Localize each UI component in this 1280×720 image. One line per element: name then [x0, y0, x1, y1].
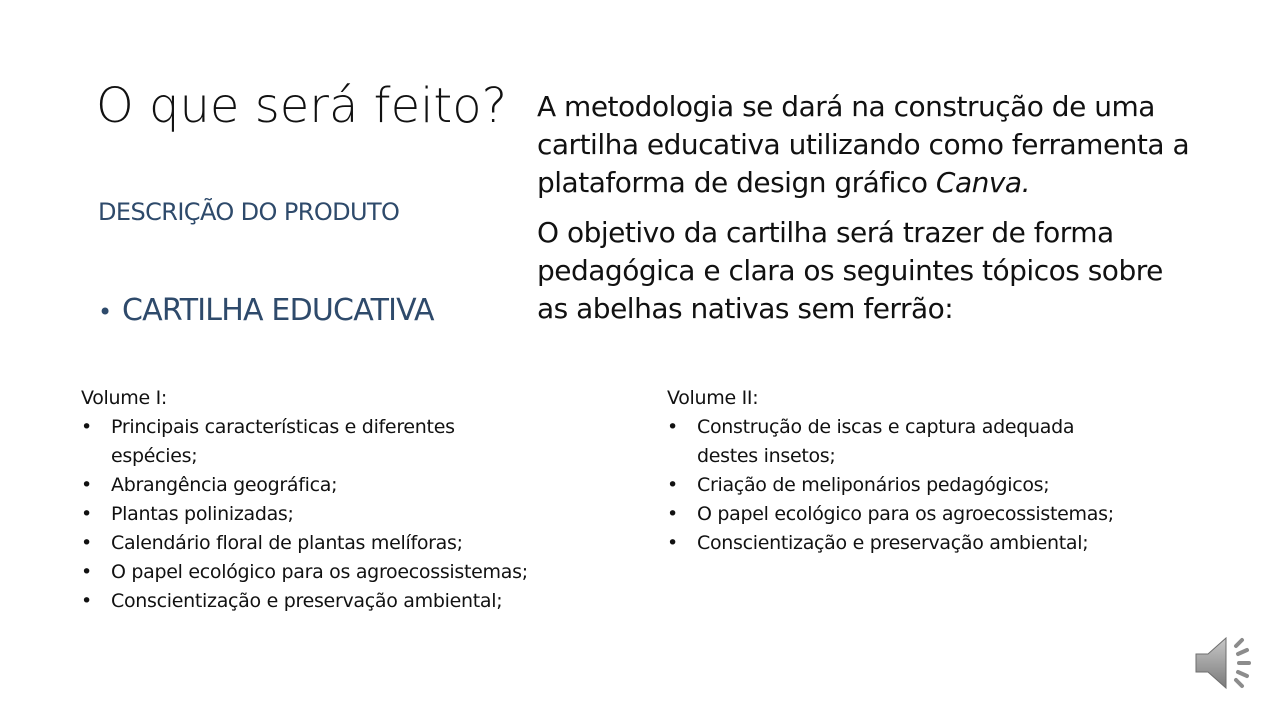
methodology-paragraph [537, 88, 1197, 202]
volume-2-section [667, 384, 1127, 558]
list-item [81, 529, 541, 558]
bullet-glyph: • [81, 532, 92, 554]
slide-title: O que será feito? [96, 78, 508, 134]
bullet-glyph: • [81, 503, 92, 525]
list-item-text: Plantas polinizadas; [111, 503, 294, 525]
list-item [667, 500, 1127, 529]
bullet-glyph: • [81, 416, 92, 438]
methodology-description [537, 88, 1197, 328]
volume-2-list [667, 413, 1127, 558]
volume-2-heading: Volume II: [667, 387, 759, 409]
list-item [667, 413, 1127, 471]
speaker-icon-graphic [1192, 632, 1258, 694]
methodology-text: A metodologia se dará na construção de uma cartilha educativa utilizando como ferramenta a plataforma de design gráfico [537, 90, 1190, 199]
bullet-glyph: • [667, 416, 678, 438]
volume-1-heading: Volume I: [81, 387, 168, 409]
product-description-heading: DESCRIÇÃO DO PRODUTO [98, 198, 400, 226]
list-item-text: Conscientização e preservação ambiental; [697, 532, 1089, 554]
volume-1-list [81, 413, 541, 616]
list-item [81, 471, 541, 500]
bullet-glyph: • [667, 474, 678, 496]
bullet-glyph: • [81, 590, 92, 612]
list-item-text: Principais características e diferentes espécies; [111, 416, 455, 467]
list-item-text: O papel ecológico para os agroecossistemas; [697, 503, 1114, 525]
list-item-text: Construção de iscas e captura adequada destes insetos; [697, 416, 1075, 467]
objective-paragraph: O objetivo da cartilha será trazer de forma pedagógica e clara os seguintes tópicos sobre as abelhas nativas sem ferrão: [537, 216, 1163, 325]
list-item [667, 529, 1127, 558]
list-item-text: Criação de meliponários pedagógicos; [697, 474, 1050, 496]
list-item [81, 413, 541, 471]
volume-1-section [81, 384, 541, 616]
product-name: CARTILHA EDUCATIVA [122, 293, 434, 328]
bullet-glyph: • [81, 561, 92, 583]
list-item [81, 587, 541, 616]
list-item-text: O papel ecológico para os agroecossistemas; [111, 561, 528, 583]
bullet-glyph: • [667, 532, 678, 554]
list-item-text: Calendário floral de plantas melíforas; [111, 532, 463, 554]
list-item-text: Abrangência geográfica; [111, 474, 338, 496]
canva-emphasis: Canva. [935, 166, 1030, 199]
product-bullet [98, 292, 434, 331]
bullet-glyph: • [98, 298, 112, 326]
list-item [667, 471, 1127, 500]
list-item-text: Conscientização e preservação ambiental; [111, 590, 503, 612]
bullet-glyph: • [81, 474, 92, 496]
bullet-glyph: • [667, 503, 678, 525]
list-item [81, 558, 541, 587]
list-item [81, 500, 541, 529]
speaker-icon[interactable] [1192, 632, 1258, 694]
